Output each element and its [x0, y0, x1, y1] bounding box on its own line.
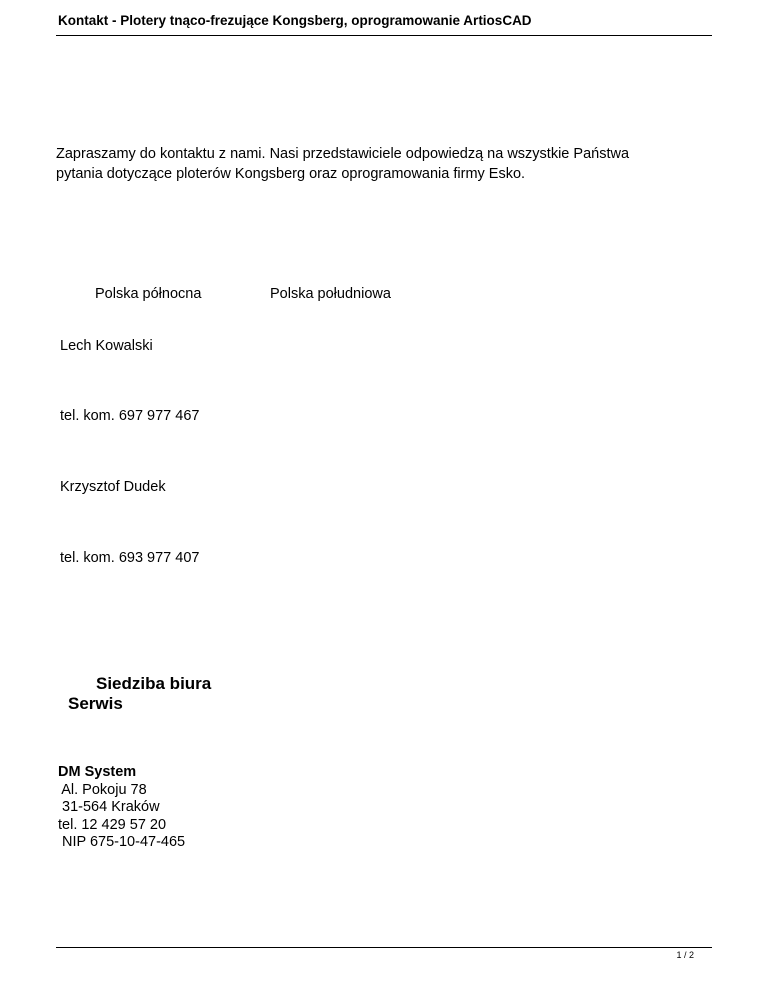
intro-line: pytania dotyczące ploterów Kongsberg oraz oprogramowania firmy Esko. [56, 166, 526, 182]
address-city: 31-564 Kraków [58, 799, 160, 815]
contact-phone: tel. kom. 693 977 407 [60, 550, 200, 566]
page-title: Kontakt - Plotery tnąco-frezujące Kongsberg, oprogramowanie ArtiosCAD [58, 13, 532, 28]
header-divider [56, 35, 712, 36]
office-heading: Siedziba biura [96, 674, 212, 693]
company-name: DM System [58, 764, 137, 780]
office-nip: NIP 675-10-47-465 [58, 834, 186, 850]
contact-name: Lech Kowalski [60, 338, 153, 354]
service-heading: Serwis [68, 694, 123, 713]
contact-name: Krzysztof Dudek [60, 479, 166, 495]
office-address [58, 764, 185, 852]
page-number: 1 / 2 [676, 950, 694, 960]
office-phone: tel. 12 429 57 20 [58, 816, 167, 833]
region-south-label: Polska południowa [270, 286, 391, 302]
intro-line: Zapraszamy do kontaktu z nami. Nasi przedstawiciele odpowiedzą na wszystkie Państwa [56, 146, 630, 162]
intro-paragraph [56, 144, 716, 184]
address-street: Al. Pokoju 78 [58, 781, 147, 798]
region-north-label: Polska północna [95, 286, 202, 302]
contact-phone: tel. kom. 697 977 467 [60, 408, 200, 424]
footer-divider [56, 947, 712, 948]
